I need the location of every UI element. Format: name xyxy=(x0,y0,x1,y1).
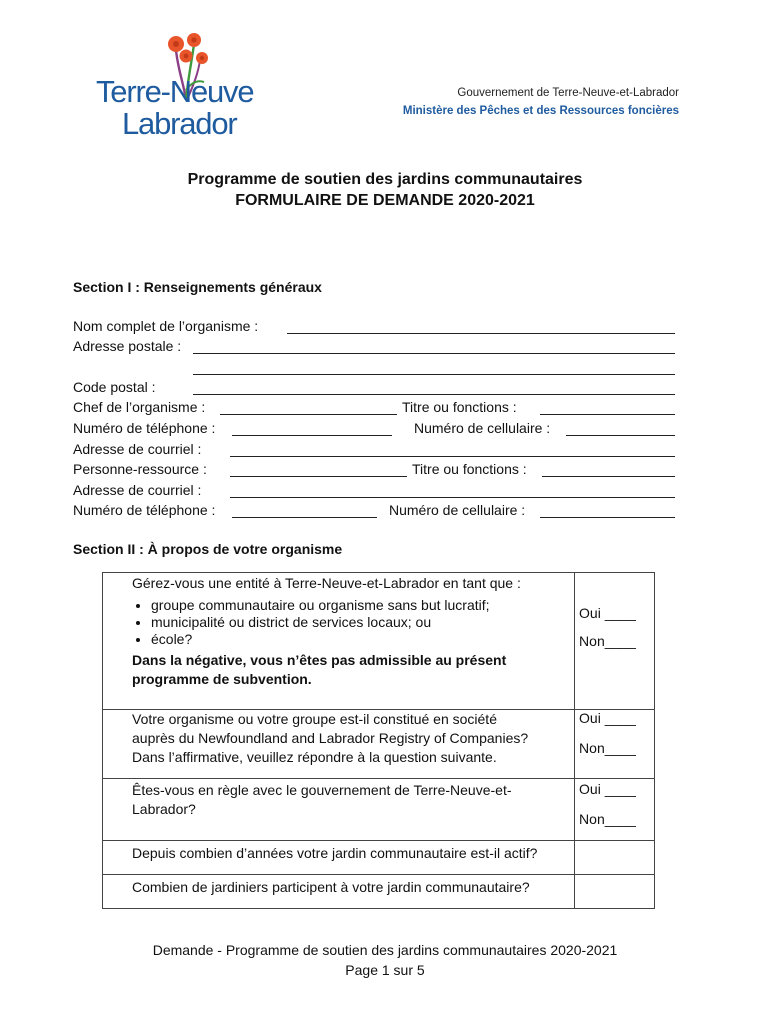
answer-cell-input[interactable] xyxy=(575,841,655,875)
government-name: Gouvernement de Terre-Neuve-et-Labrador xyxy=(457,87,679,99)
question-cell xyxy=(103,779,575,841)
contact-label: Personne-ressource : xyxy=(73,461,207,477)
question-2-line: auprès du Newfoundland and Labrador Registry of Companies? xyxy=(132,730,529,746)
table-row xyxy=(103,710,655,779)
org-name-label: Nom complet de l’organisme : xyxy=(73,318,259,334)
postal-address-label: Adresse postale : xyxy=(73,338,182,354)
section-1-heading: Section I : Renseignements généraux xyxy=(73,279,322,295)
non-option[interactable]: Non____ xyxy=(579,811,636,827)
title-field-1[interactable] xyxy=(540,414,675,415)
answer-cell xyxy=(575,710,655,779)
phone-label-2: Numéro de téléphone : xyxy=(73,502,216,518)
cell-field-1[interactable] xyxy=(566,435,675,436)
form-subtitle: FORMULAIRE DE DEMANDE 2020-2021 xyxy=(235,192,535,209)
footer-title: Demande - Programme de soutien des jardins communautaires 2020-2021 xyxy=(152,942,618,958)
answer-cell xyxy=(575,779,655,841)
question-cell xyxy=(103,710,575,779)
page-number: Page 1 sur 5 xyxy=(345,962,425,978)
title-label-1: Titre ou fonctions : xyxy=(402,399,517,415)
table-row xyxy=(103,875,655,909)
non-option[interactable]: Non____ xyxy=(579,633,636,649)
list-item: • municipalité ou district de services locaux; ou xyxy=(151,614,574,631)
question-1-note-line: Dans la négative, vous n’êtes pas admissible au présent xyxy=(132,652,507,668)
postal-address-field-2[interactable] xyxy=(193,374,675,375)
cell-field-2[interactable] xyxy=(540,517,675,518)
question-cell xyxy=(103,875,575,909)
question-3-line: Êtes-vous en règle avec le gouvernement de Terre-Neuve-et- xyxy=(132,782,512,798)
postal-address-field[interactable] xyxy=(193,353,675,354)
question-1-note xyxy=(103,648,574,689)
list-item: • groupe communautaire ou organisme sans but lucratif; xyxy=(151,597,574,614)
oui-option[interactable]: Oui ____ xyxy=(579,605,636,621)
question-2-line: Dans l’affirmative, veuillez répondre à la question suivante. xyxy=(132,749,497,765)
government-logo xyxy=(96,30,276,142)
question-cell xyxy=(103,573,575,710)
table-row xyxy=(103,779,655,841)
oui-option[interactable]: Oui ____ xyxy=(579,781,636,797)
table-row xyxy=(103,841,655,875)
question-2-line: Votre organisme ou votre groupe est-il constitué en société xyxy=(132,711,497,727)
cell-label-2: Numéro de cellulaire : xyxy=(389,502,526,518)
list-item: • école? xyxy=(151,631,574,648)
oui-option[interactable]: Oui ____ xyxy=(579,710,636,726)
title-field-2[interactable] xyxy=(542,476,675,477)
phone-label-1: Numéro de téléphone : xyxy=(73,420,216,436)
email-field-1[interactable] xyxy=(230,456,675,457)
email-field-2[interactable] xyxy=(230,497,675,498)
email-label-1: Adresse de courriel : xyxy=(73,441,202,457)
email-label-2: Adresse de courriel : xyxy=(73,482,202,498)
head-label: Chef de l’organisme : xyxy=(73,399,206,415)
question-1-note-line: programme de subvention. xyxy=(132,671,312,687)
logo-text-terre-neuve: Terre-Neuve xyxy=(96,74,254,109)
question-5: Combien de jardiniers participent à votre jardin communautaire? xyxy=(132,879,530,895)
question-1-list xyxy=(103,597,574,648)
postal-code-label: Code postal : xyxy=(73,379,156,395)
head-field[interactable] xyxy=(220,414,397,415)
eligibility-table xyxy=(102,572,655,909)
question-1-intro: Gérez-vous une entité à Terre-Neuve-et-Labrador en tant que : xyxy=(132,575,521,591)
title-label-2: Titre ou fonctions : xyxy=(412,461,527,477)
question-cell xyxy=(103,841,575,875)
phone-field-1[interactable] xyxy=(232,435,392,436)
non-option[interactable]: Non____ xyxy=(579,740,636,756)
question-3-line: Labrador? xyxy=(132,801,196,817)
cell-label-1: Numéro de cellulaire : xyxy=(414,420,551,436)
question-4: Depuis combien d’années votre jardin communautaire est-il actif? xyxy=(132,845,538,861)
answer-cell-input[interactable] xyxy=(575,875,655,909)
form-title: Programme de soutien des jardins communautaires xyxy=(187,171,583,188)
answer-cell xyxy=(575,573,655,710)
table-row xyxy=(103,573,655,710)
phone-field-2[interactable] xyxy=(232,517,377,518)
ministry-name: Ministère des Pêches et des Ressources foncières xyxy=(402,105,679,117)
org-name-field[interactable] xyxy=(287,333,675,334)
contact-field[interactable] xyxy=(230,476,407,477)
postal-code-field[interactable] xyxy=(193,394,675,395)
section-2-heading: Section II : À propos de votre organisme xyxy=(73,541,343,557)
logo-text-labrador: Labrador xyxy=(122,106,237,141)
